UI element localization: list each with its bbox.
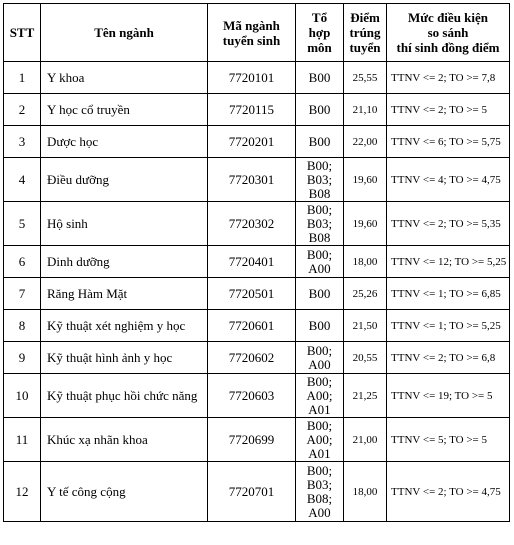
row-score: 18,00 (344, 246, 387, 278)
row-name: Dược học (41, 126, 208, 158)
row-combo-item: B03; (306, 476, 333, 492)
table-row (4, 202, 510, 246)
row-code: 7720101 (208, 62, 296, 94)
row-score: 21,50 (344, 310, 387, 342)
table-row (4, 310, 510, 342)
row-score: 21,00 (344, 418, 387, 462)
row-stt: 6 (4, 246, 41, 278)
row-combo-item: A00; (306, 387, 333, 403)
row-name: Y học cổ truyền (41, 94, 208, 126)
row-combo-item: B00 (308, 285, 331, 301)
row-condition: TTNV <= 5; TO >= 5 (387, 418, 510, 462)
row-condition: TTNV <= 12; TO >= 5,25 (387, 246, 510, 278)
table-row (4, 158, 510, 202)
row-stt: 12 (4, 462, 41, 522)
row-score: 22,00 (344, 126, 387, 158)
row-code: 7720701 (208, 462, 296, 522)
row-name: Y tế công cộng (41, 462, 208, 522)
row-code: 7720699 (208, 418, 296, 462)
row-combos (296, 202, 344, 246)
row-score: 25,26 (344, 278, 387, 310)
row-code: 7720401 (208, 246, 296, 278)
row-code: 7720602 (208, 342, 296, 374)
row-name: Kỹ thuật xét nghiệm y học (41, 310, 208, 342)
row-name: Kỹ thuật hình ảnh y học (41, 342, 208, 374)
row-stt: 9 (4, 342, 41, 374)
row-combo-item: B08 (308, 229, 331, 245)
row-name: Y khoa (41, 62, 208, 94)
row-stt: 11 (4, 418, 41, 462)
row-condition: TTNV <= 19; TO >= 5 (387, 374, 510, 418)
row-stt: 1 (4, 62, 41, 94)
table-body (4, 62, 510, 522)
row-combo-item: B03; (306, 171, 333, 187)
row-combo-item: B00; (306, 373, 333, 389)
table-header-row (4, 4, 510, 62)
header-code: Mã ngành tuyển sinh (208, 4, 296, 62)
table-row (4, 94, 510, 126)
row-stt: 2 (4, 94, 41, 126)
row-condition: TTNV <= 2; TO >= 5,35 (387, 202, 510, 246)
row-condition: TTNV <= 2; TO >= 7,8 (387, 62, 510, 94)
row-combo-item: B00; (306, 462, 333, 478)
row-condition: TTNV <= 4; TO >= 4,75 (387, 158, 510, 202)
row-combos (296, 158, 344, 202)
row-combos (296, 462, 344, 522)
row-name: Hộ sinh (41, 202, 208, 246)
row-combo-item: A00; (306, 431, 333, 447)
header-condition: Mức điều kiện so sánh thí sinh đồng điểm (387, 4, 510, 62)
table-row (4, 418, 510, 462)
row-condition: TTNV <= 1; TO >= 5,25 (387, 310, 510, 342)
table-row (4, 278, 510, 310)
row-score: 21,10 (344, 94, 387, 126)
row-combo-item: B03; (306, 215, 333, 231)
table-row (4, 126, 510, 158)
row-stt: 8 (4, 310, 41, 342)
row-name: Điều dưỡng (41, 158, 208, 202)
row-score: 18,00 (344, 462, 387, 522)
row-combo-item: B08 (308, 185, 331, 201)
row-condition: TTNV <= 2; TO >= 4,75 (387, 462, 510, 522)
row-name: Khúc xạ nhãn khoa (41, 418, 208, 462)
table-row (4, 374, 510, 418)
row-combo-item: A00 (308, 504, 331, 520)
row-combo-item: B00; (306, 157, 333, 173)
row-combos (296, 246, 344, 278)
row-condition: TTNV <= 2; TO >= 5 (387, 94, 510, 126)
row-code: 7720603 (208, 374, 296, 418)
row-combo-item: B00; (306, 201, 333, 217)
row-stt: 3 (4, 126, 41, 158)
table-row (4, 62, 510, 94)
header-score: Điểm trúng tuyển (344, 4, 387, 62)
table-row (4, 462, 510, 522)
table-row (4, 246, 510, 278)
row-combos (296, 126, 344, 158)
row-stt: 10 (4, 374, 41, 418)
row-condition: TTNV <= 1; TO >= 6,85 (387, 278, 510, 310)
row-score: 21,25 (344, 374, 387, 418)
row-score: 19,60 (344, 202, 387, 246)
header-name: Tên ngành (41, 4, 208, 62)
row-code: 7720601 (208, 310, 296, 342)
row-score: 20,55 (344, 342, 387, 374)
row-combo-item: B00; (306, 246, 333, 262)
row-combos (296, 62, 344, 94)
row-name: Răng Hàm Mặt (41, 278, 208, 310)
row-combo-item: A00 (308, 356, 331, 372)
row-combo-item: A01 (308, 445, 331, 461)
row-code: 7720115 (208, 94, 296, 126)
row-combo-item: A00 (308, 260, 331, 276)
row-code: 7720201 (208, 126, 296, 158)
row-combo-item: B00; (306, 417, 333, 433)
row-name: Kỹ thuật phục hồi chức năng (41, 374, 208, 418)
row-condition: TTNV <= 2; TO >= 6,8 (387, 342, 510, 374)
row-code: 7720301 (208, 158, 296, 202)
row-combos (296, 94, 344, 126)
row-stt: 5 (4, 202, 41, 246)
table-row (4, 342, 510, 374)
row-code: 7720302 (208, 202, 296, 246)
row-combo-item: A01 (308, 401, 331, 417)
row-combo-item: B00 (308, 133, 331, 149)
row-combo-item: B00 (308, 317, 331, 333)
row-stt: 7 (4, 278, 41, 310)
row-condition: TTNV <= 6; TO >= 5,75 (387, 126, 510, 158)
row-combo-item: B08; (306, 490, 333, 506)
row-name: Dinh dưỡng (41, 246, 208, 278)
row-stt: 4 (4, 158, 41, 202)
row-combos (296, 374, 344, 418)
row-score: 19,60 (344, 158, 387, 202)
row-combo-item: B00 (308, 101, 331, 117)
header-stt: STT (4, 4, 41, 62)
row-code: 7720501 (208, 278, 296, 310)
row-combos (296, 418, 344, 462)
header-combo: Tổ hợp môn (296, 4, 344, 62)
row-combos (296, 278, 344, 310)
row-combo-item: B00 (308, 69, 331, 85)
row-combo-item: B00; (306, 342, 333, 358)
row-combos (296, 342, 344, 374)
admission-score-table (3, 3, 510, 522)
row-combos (296, 310, 344, 342)
row-score: 25,55 (344, 62, 387, 94)
